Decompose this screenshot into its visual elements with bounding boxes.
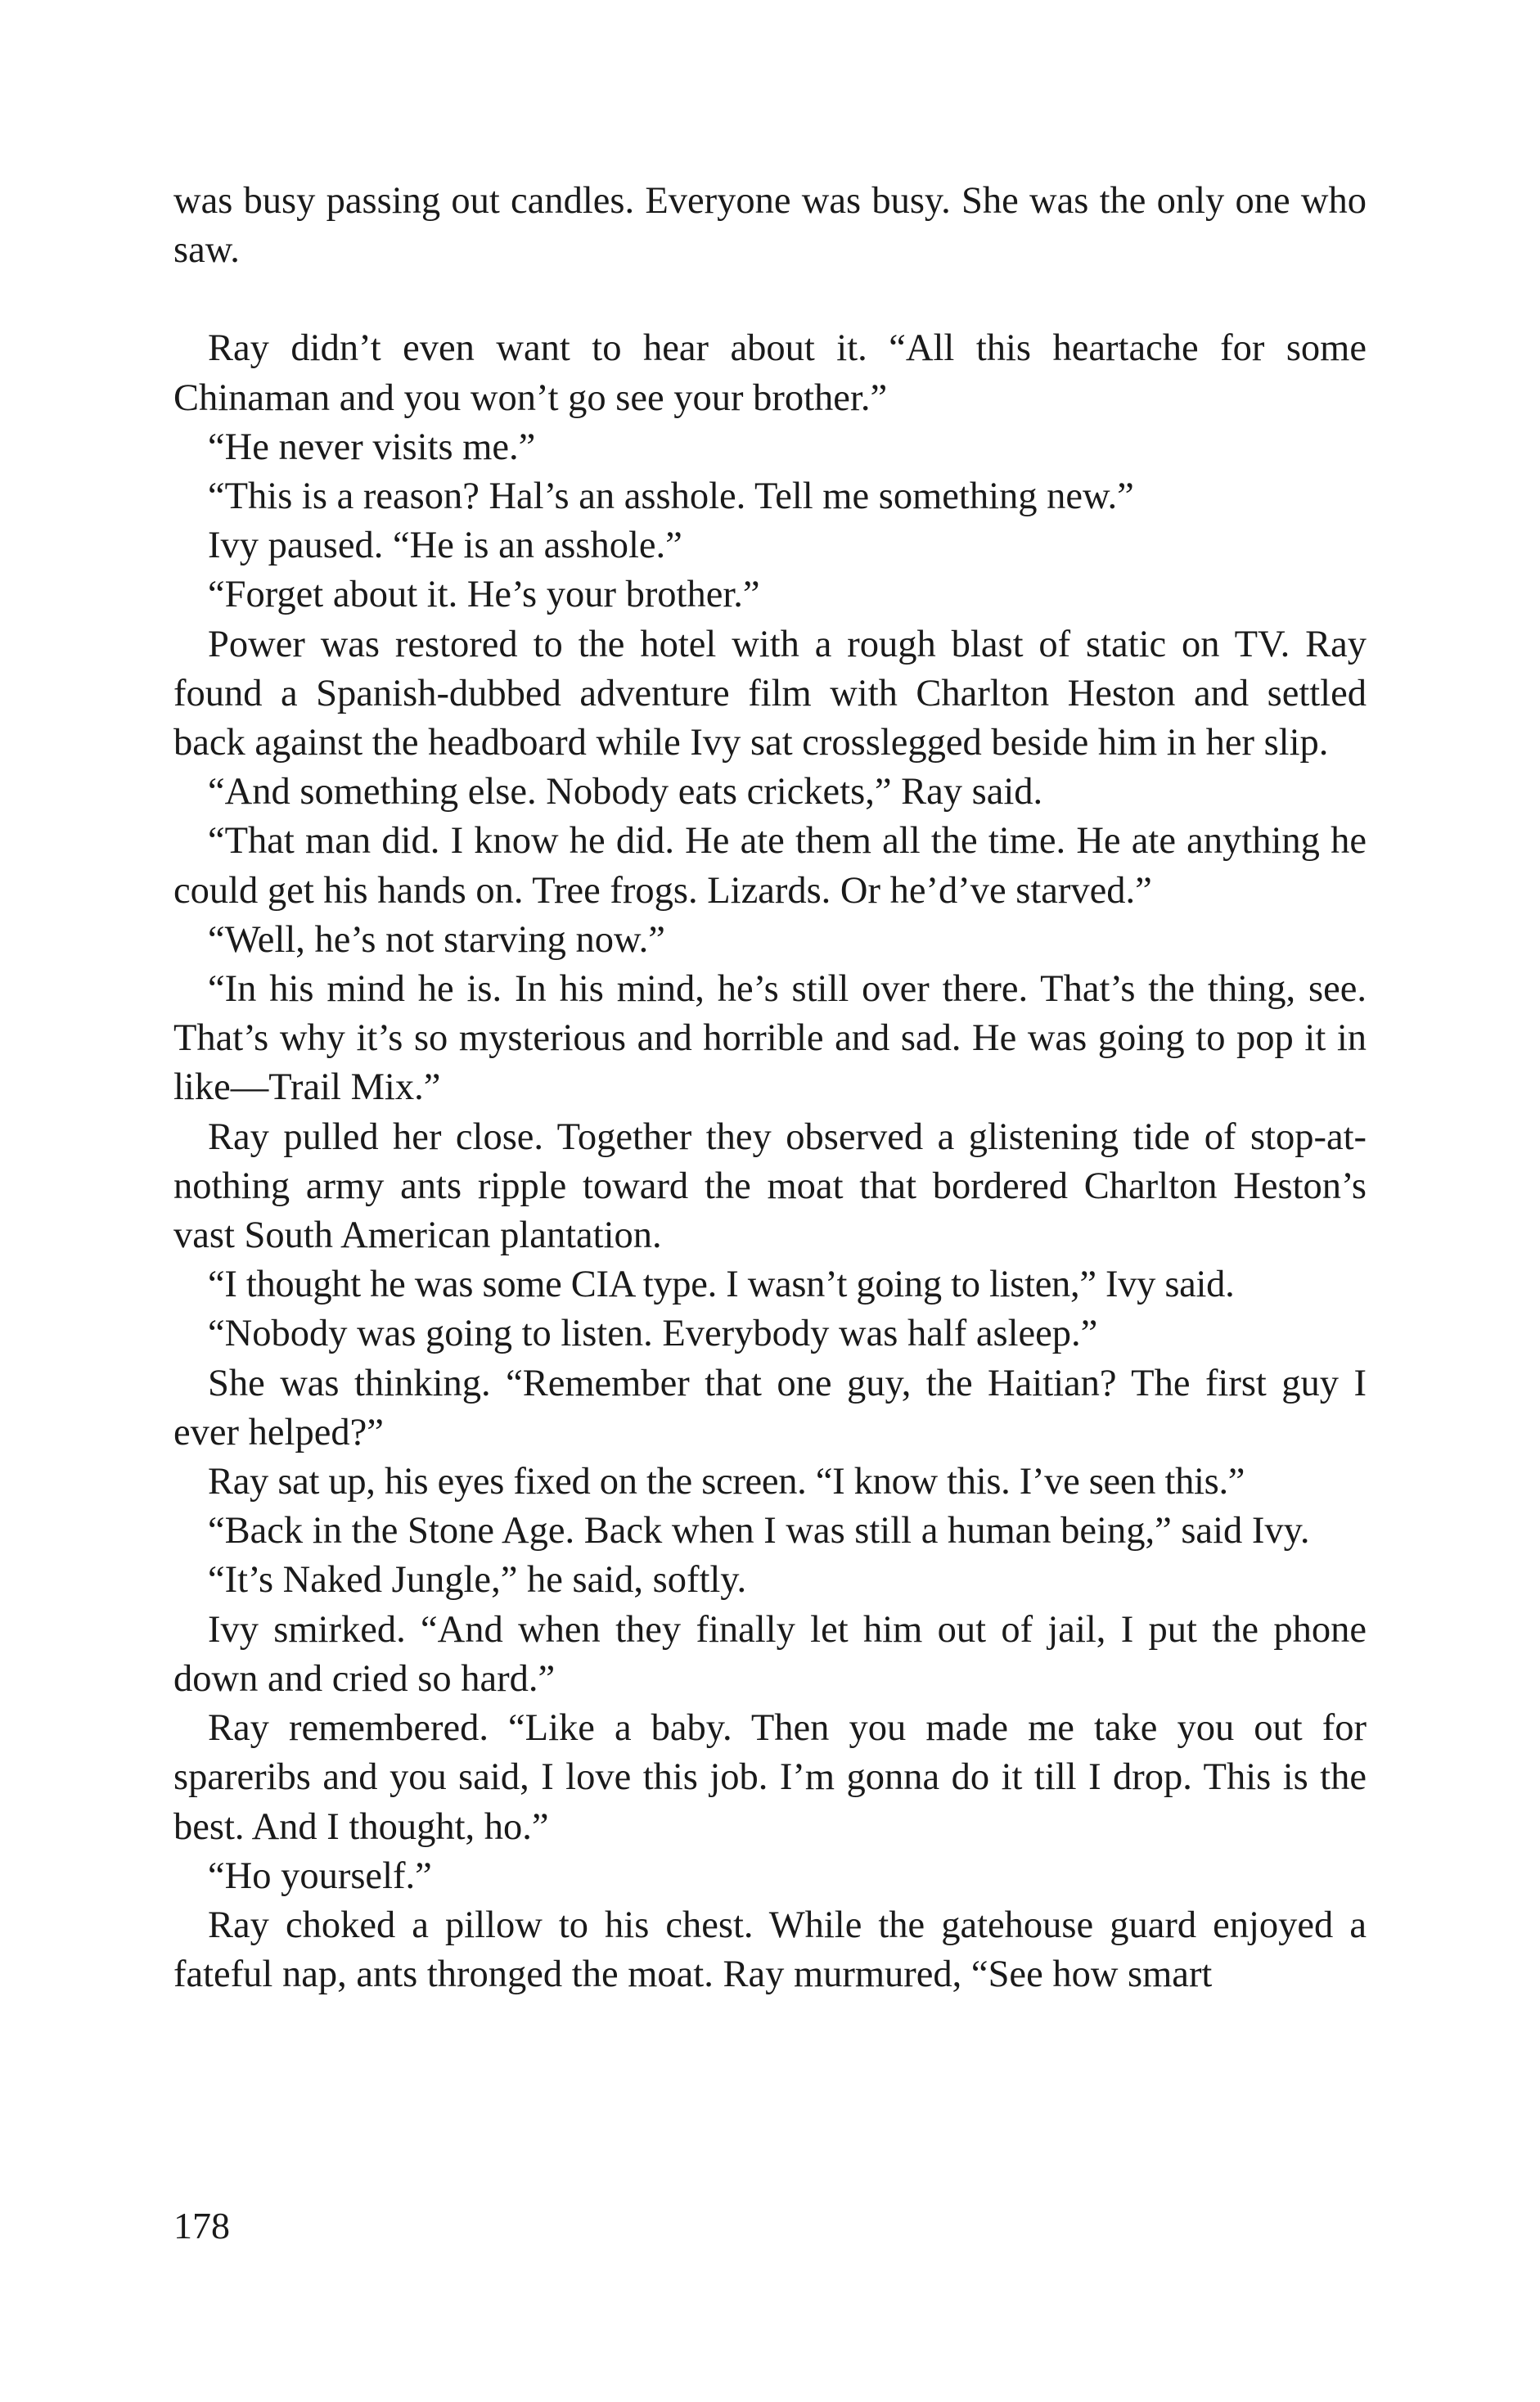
body-text bbox=[173, 177, 1367, 1999]
paragraph: “Forget about it. He’s your brother.” bbox=[208, 574, 760, 616]
paragraph: was busy passing out candles. Everyone was busy. She was the only one who saw. bbox=[173, 180, 1367, 272]
paragraph: “He never visits me.” bbox=[208, 426, 536, 468]
paragraph: Ivy paused. “He is an asshole.” bbox=[208, 525, 682, 567]
paragraph: Ray didn’t even want to hear about it. “All this heartache for some Chinaman and you won’t go see your brother.” bbox=[173, 327, 1367, 419]
paragraph: “This is a reason? Hal’s an asshole. Tell me something new.” bbox=[208, 475, 1134, 518]
paragraph: “Well, he’s not starving now.” bbox=[208, 918, 665, 961]
paragraph: “Nobody was going to listen. Everybody was half asleep.” bbox=[208, 1313, 1098, 1355]
paragraph: “I thought he was some CIA type. I wasn’t going to listen,” Ivy said. bbox=[208, 1264, 1235, 1306]
paragraph: “In his mind he is. In his mind, he’s still over there. That’s the thing, see. That’s why it’s so mysterious and horrible and sad. He was going to pop it in like—Trail Mix.” bbox=[173, 968, 1367, 1109]
paragraph: Ray remembered. “Like a baby. Then you made me take you out for spareribs and you said, I love this job. I’m gonna do it till I drop. This is the best. And I thought, ho.” bbox=[173, 1707, 1367, 1848]
paragraph: “Back in the Stone Age. Back when I was still a human being,” said Ivy. bbox=[208, 1510, 1310, 1553]
paragraph: “And something else. Nobody eats crickets,” Ray said. bbox=[208, 771, 1043, 813]
page-number: 178 bbox=[173, 2205, 230, 2247]
paragraph: “That man did. I know he did. He ate them all the time. He ate anything he could get his hands on. Tree frogs. Lizards. Or he’d’ve starved.” bbox=[173, 820, 1367, 912]
paragraph: Ivy smirked. “And when they finally let him out of jail, I put the phone down and cried so hard.” bbox=[173, 1608, 1367, 1700]
paragraph: “It’s Naked Jungle,” he said, softly. bbox=[208, 1559, 747, 1602]
paragraph: She was thinking. “Remember that one guy, the Haitian? The first guy I ever helped?” bbox=[173, 1362, 1367, 1453]
paragraph: Ray pulled her close. Together they observed a glistening tide of stop-at-nothing army ants ripple toward the moat that bordered Charlton Heston’s vast South American plantation. bbox=[173, 1115, 1367, 1257]
paragraph: “Ho yourself.” bbox=[208, 1854, 432, 1897]
paragraph: Ray sat up, his eyes fixed on the screen. “I know this. I’ve seen this.” bbox=[208, 1461, 1245, 1503]
paragraph: Ray choked a pillow to his chest. While the gatehouse guard enjoyed a fateful nap, ants thronged the moat. Ray murmured, “See how smart bbox=[173, 1904, 1367, 1996]
paragraph: Power was restored to the hotel with a rough blast of static on TV. Ray found a Spanish-dubbed adventure film with Charlton Heston and settled back against the headboard while Ivy sat crosslegged beside him in her slip. bbox=[173, 623, 1367, 764]
